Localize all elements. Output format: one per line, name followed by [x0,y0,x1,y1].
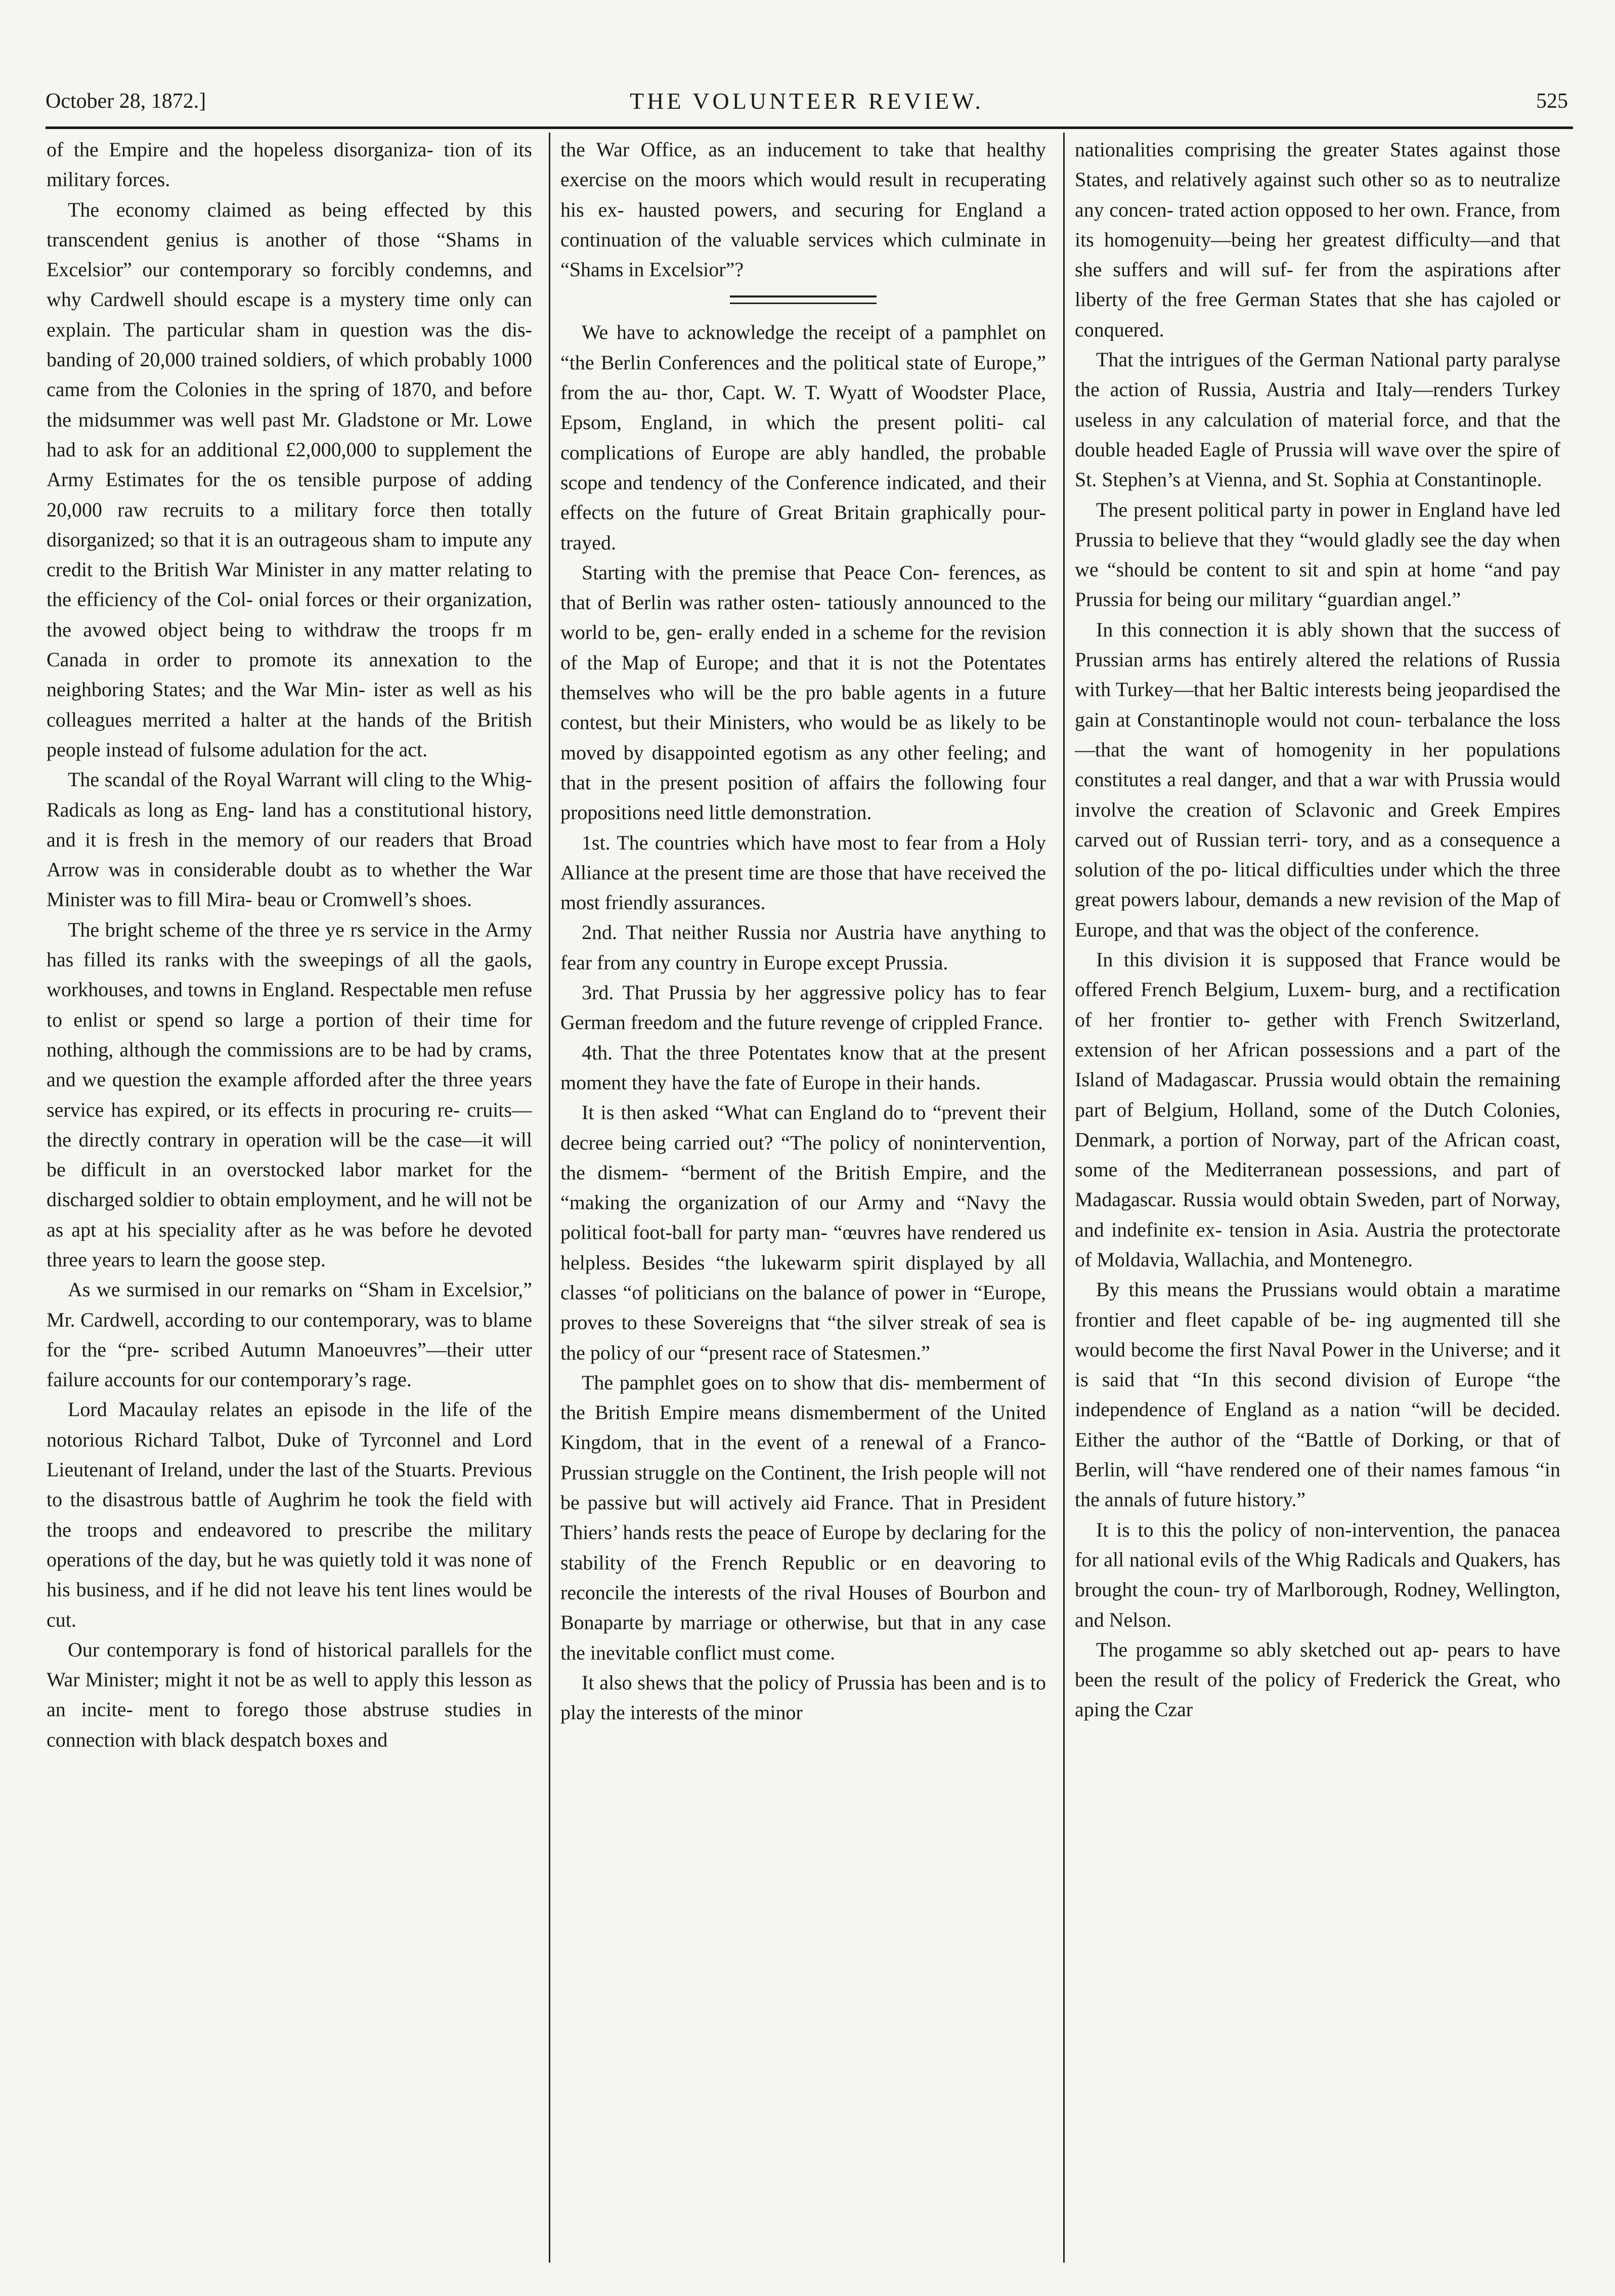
paragraph: As we surmised in our remarks on “Sham in Excelsior,” Mr. Cardwell, according to our contemporary, was to blame for the “pre- scribed Autumn Manoeuvres”—their utter failure accounts for our contemporary’s rage. [47,1278,532,1391]
paragraph: 4th. That the three Potentates know that at the present moment they have the fate of Europe in their hands. [560,1041,1046,1094]
paragraph: The progamme so ably sketched out ap- pears to have been the result of the policy of Frederick the Great, who aping the Czar [1075,1638,1560,1721]
paragraph: By this means the Prussians would obtain a maratime frontier and fleet capable of be- ing augmented till she would become the first Naval Power in the Universe; and it is said that “In this second division of Europe “the independence of England as a nation “will be decided. Either the author of the “Battle of Dorking, or that of Berlin, will “have rendered one of their names famous “in the annals of future history.” [1075,1278,1560,1511]
paragraph: It is to this the policy of non-intervention, the panacea for all national evils of the Whig Radicals and Quakers, has brought the coun- try of Marlborough, Rodney, Wellington, and Nelson. [1075,1518,1560,1631]
paragraph: The present political party in power in England have led Prussia to believe that they “would gladly see the day when we “should be content to sit and spin at home “and pay Prussia for being our military “guardian angel.” [1075,498,1560,611]
paragraph: In this division it is supposed that France would be offered French Belgium, Luxem- burg, and a rectification of her frontier to- gether with French Switzerland, extension of her African possessions and a part of the Island of Madagascar. Prussia would obtain the remaining part of Belgium, Holland, some of the Dutch Colonies, Denmark, a portion of Norway, part of the African coast, some of the Mediterranean possessions, and part of Madagascar. Russia would obtain Sweden, part of Norway, and indefinite ex- tension in Asia. Austria the protectorate of Moldavia, Wallachia, and Montenegro. [1075,948,1560,1271]
paragraph: In this connection it is ably shown that the success of Prussian arms has entirely altered the relations of Russia with Turkey—that her Baltic interests being jeopardised the gain at Constantinople would not coun- terbalance the loss—that the want of homogenity in her populations constitutes a real danger, and that a war with Prussia would involve the creation of Sclavonic and Greek Empires carved out of Russian terri- tory, and as a consequence a solution of the po- litical difficulties under which the three great powers labour, demands a new revision of the Map of Europe, and that was the object of the conference. [1075,618,1560,941]
paragraph: Lord Macaulay relates an episode in the life of the notorious Richard Talbot, Duke of Tyrconnel and Lord Lieutenant of Ireland, under the last of the Stuarts. Previous to the disastrous battle of Aughrim he took the field with the troops and endeavored to prescribe the military operations of the day, but he was quietly told it was none of his business, and if he did not leave his tent lines would be cut. [47,1398,532,1631]
page-header [46,86,1568,121]
column-2 [560,135,1046,2270]
column-divider-2 [1063,133,1065,2263]
paragraph: the War Office, as an inducement to take that healthy exercise on the moors which would result in recuperating his ex- hausted powers, and securing for England a continuation of the valuable services which culminate in “Shams in Excelsior”? [560,138,1046,281]
publication-title: THE VOLUNTEER REVIEW. [630,88,984,114]
page-number: 525 [1536,90,1568,113]
paragraph: nationalities comprising the greater States against those States, and relatively against such other so as to neutralize any concen- trated action opposed to her own. France, from its homogenuity—being her greatest difficulty—and that she suffers and will suf- fer from the aspirations after liberty of the free German States that she has cajoled or conquered. [1075,138,1560,341]
article-separator [730,303,877,304]
paragraph: 1st. The countries which have most to fear from a Holy Alliance at the present time are those that have received the most friendly assurances. [560,831,1046,914]
paragraph: That the intrigues of the German National party paralyse the action of Russia, Austria and Italy—renders Turkey useless in any calculation of material force, and that the double headed Eagle of Prussia will wave over the spire of St. Stephen’s at Vienna, and St. Sophia at Constantinople. [1075,348,1560,491]
paragraph: 3rd. That Prussia by her aggressive policy has to fear German freedom and the future revenge of crippled France. [560,981,1046,1034]
paragraph: The economy claimed as being effected by this transcendent genius is another of those “Shams in Excelsior” our contemporary so forcibly condemns, and why Cardwell should escape is a mystery time only can explain. The particular sham in question was the dis- banding of 20,000 trained soldiers, of which probably 1000 came from the Colonies in the spring of 1870, and before the midsummer was well past Mr. Gladstone or Mr. Lowe had to ask for an additional £2,000,000 to supplement the Army Estimates for the os tensible purpose of adding 20,000 raw recruits to a military force then totally disorganized; so that it is an outrageous sham to impute any credit to the British War Minister in any matter relating to the efficiency of the Col- onial forces or their organization, the avowed object being to withdraw the troops fr m Canada in order to promote its annexation to the neighboring States; and the War Min- ister as well as his colleagues merrited a halter at the hands of the British people instead of fulsome adulation for the act. [47,198,532,761]
column-1 [47,135,532,2270]
issue-date: October 28, 1872.] [46,90,206,113]
article-separator [730,295,877,297]
column-divider-1 [549,133,550,2263]
paragraph: It is then asked “What can England do to “prevent their decree being carried out? “The policy of nonintervention, the dismem- “berment of the British Empire, and the “making the organization of our Army and “Navy the political foot-ball for party man- “œuvres have rendered us helpless. Besides “the lukewarm spirit displayed by all classes “of politicians on the balance of power in “Europe, proves to these Sovereigns that “the silver streak of sea is the policy of our “present race of Statesmen.” [560,1101,1046,1364]
paragraph: 2nd. That neither Russia nor Austria have anything to fear from any country in Europe except Prussia. [560,921,1046,974]
paragraph: Starting with the premise that Peace Con- ferences, as that of Berlin was rather osten- tatiously announced to the world to be, gen- erally ended in a scheme for the revision of the Map of Europe; and that it is not the Potentates themselves who will be the pro bable agents in a future contest, but their Ministers, who would be as likely to be moved by disappointed egotism as any other feeling; and that in the present position of affairs the following four propositions need little demonstration. [560,561,1046,824]
paragraph: It also shews that the policy of Prussia has been and is to play the interests of the minor [560,1671,1046,1724]
paragraph: The pamphlet goes on to show that dis- memberment of the British Empire means dismemberment of the United Kingdom, that in the event of a renewal of a Franco- Prussian struggle on the Continent, the Irish people will not be passive but will actively aid France. That in President Thiers’ hands rests the peace of Europe by declaring for the stability of the French Republic or en deavoring to reconcile the interests of the rival Houses of Bourbon and Bonaparte by marriage or otherwise, but that in any case the inevitable conflict must come. [560,1371,1046,1664]
header-rule [46,126,1573,129]
paragraph: Our contemporary is fond of historical parallels for the War Minister; might it not be as well to apply this lesson as an incite- ment to forego those abstruse studies in connection with black despatch boxes and [47,1638,532,1751]
paragraph: The bright scheme of the three ye rs service in the Army has filled its ranks with the sweepings of all the gaols, workhouses, and towns in England. Respectable men refuse to enlist or spend so large a portion of their time for nothing, although the commissions are to be had by crams, and we question the example afforded after the three years service has expired, or its effects in procuring re- cruits—the directly contrary in operation will be the case—it will be difficult in an overstocked labor market for the discharged soldier to obtain employment, and he will not be as apt at his speciality after as he was before he devoted three years to learn the goose step. [47,918,532,1271]
paragraph: The scandal of the Royal Warrant will cling to the Whig-Radicals as long as Eng- land has a constitutional history, and it is fresh in the memory of our readers that Broad Arrow was in considerable doubt as to whether the War Minister was to fill Mira- beau or Cromwell’s shoes. [47,768,532,911]
paragraph: of the Empire and the hopeless disorganiza- tion of its military forces. [47,138,532,191]
paragraph: We have to acknowledge the receipt of a pamphlet on “the Berlin Conferences and the political state of Europe,” from the au- thor, Capt. W. T. Wyatt of Woodster Place, Epsom, England, in which the present politi- cal complications of Europe are ably handled, the probable scope and tendency of the Conference indicated, and their effects on the future of Great Britain graphically pour- trayed. [560,321,1046,554]
column-3 [1075,135,1560,2270]
